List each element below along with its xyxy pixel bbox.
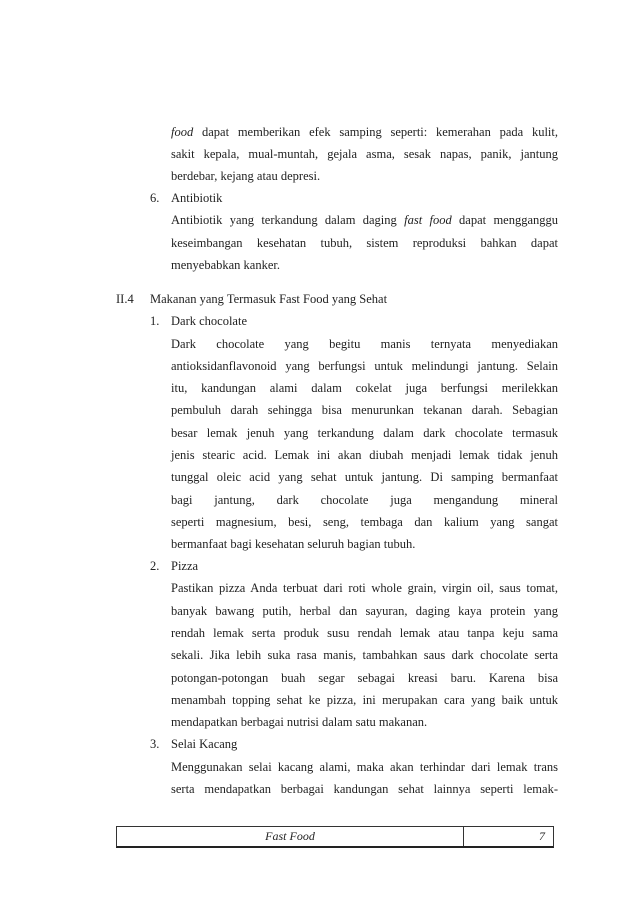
paragraph-line: berdebar, kejang atau depresi. bbox=[171, 169, 321, 183]
list-item-title: Pizza bbox=[171, 559, 199, 573]
paragraph-line: besar lemak jenuh yang terkandung dalam dark chocolate termasuk bbox=[171, 426, 558, 440]
paragraph-line: antioksidanflavonoid yang berfungsi untuk melindungi jantung. Selain bbox=[171, 359, 558, 373]
text-span: dapat mengganggu bbox=[459, 213, 559, 227]
text-span: dapat memberikan efek samping seperti: kemerahan pada kulit, bbox=[202, 125, 559, 139]
footer-divider bbox=[463, 827, 464, 846]
list-number: 1. bbox=[150, 314, 160, 328]
list-number: 2. bbox=[150, 559, 160, 573]
paragraph-line: potongan-potongan buah segar sebagai kreasi baru. Karena bisa bbox=[171, 671, 558, 685]
paragraph-line: sakit kepala, mual-muntah, gejala asma, sesak napas, panik, jantung bbox=[171, 147, 558, 161]
paragraph-line: pembuluh darah sehingga bisa menurunkan tekanan darah. Sebagian bbox=[171, 403, 558, 417]
italic-term: fast food bbox=[404, 213, 452, 227]
section-number: II.4 bbox=[116, 292, 134, 306]
paragraph-line: jenis stearic acid. Lemak ini akan diubah menjadi lemak tidak jenuh bbox=[171, 448, 558, 462]
paragraph-line: bagi jantung, dark chocolate juga mengandung mineral bbox=[171, 493, 558, 507]
paragraph-line: seperti magnesium, besi, seng, tembaga dan kalium yang sangat bbox=[171, 515, 558, 529]
list-item-title: Antibiotik bbox=[171, 191, 223, 205]
paragraph-line: Dark chocolate yang begitu manis ternyata menyediakan bbox=[171, 337, 558, 351]
paragraph-line bbox=[171, 124, 558, 140]
paragraph-line: keseimbangan kesehatan tubuh, sistem reproduksi bahkan dapat bbox=[171, 236, 558, 250]
list-item-title: Selai Kacang bbox=[171, 737, 238, 751]
list-number: 6. bbox=[150, 191, 160, 205]
list-number: 3. bbox=[150, 737, 160, 751]
paragraph-line bbox=[171, 212, 558, 228]
paragraph-line: tunggal oleic acid yang sehat untuk jantung. Di samping bermanfaat bbox=[171, 470, 558, 484]
list-item-title: Dark chocolate bbox=[171, 314, 248, 328]
paragraph-line: Pastikan pizza Anda terbuat dari roti whole grain, virgin oil, saus tomat, bbox=[171, 581, 558, 595]
page-number: 7 bbox=[539, 829, 545, 843]
paragraph-line: menyebabkan kanker. bbox=[171, 258, 280, 272]
paragraph-line: mendapatkan berbagai nutrisi dalam satu makanan. bbox=[171, 715, 428, 729]
paragraph-line: serta mendapatkan berbagai kandungan sehat lainnya seperti lemak- bbox=[171, 782, 558, 796]
paragraph-line: itu, kandungan alami dalam cokelat juga berfungsi merilekkan bbox=[171, 381, 558, 395]
page-footer bbox=[116, 826, 554, 848]
paragraph-line: banyak bawang putih, herbal dan sayuran, daging kaya protein yang bbox=[171, 604, 558, 618]
section-title: Makanan yang Termasuk Fast Food yang Sehat bbox=[150, 292, 388, 306]
italic-term: food bbox=[171, 125, 194, 139]
text-span: Antibiotik yang terkandung dalam daging bbox=[171, 213, 397, 227]
paragraph-line: menambah topping sehat ke pizza, ini merupakan cara yang baik untuk bbox=[171, 693, 558, 707]
paragraph-line: rendah lemak serta produk susu rendah lemak atau tanpa keju sama bbox=[171, 626, 558, 640]
paragraph-line: Menggunakan selai kacang alami, maka akan terhindar dari lemak trans bbox=[171, 760, 558, 774]
paragraph-line: bermanfaat bagi kesehatan seluruh bagian tubuh. bbox=[171, 537, 416, 551]
paragraph-line: sekali. Jika lebih suka rasa manis, tambahkan saus dark chocolate serta bbox=[171, 648, 558, 662]
footer-title: Fast Food bbox=[265, 829, 315, 843]
